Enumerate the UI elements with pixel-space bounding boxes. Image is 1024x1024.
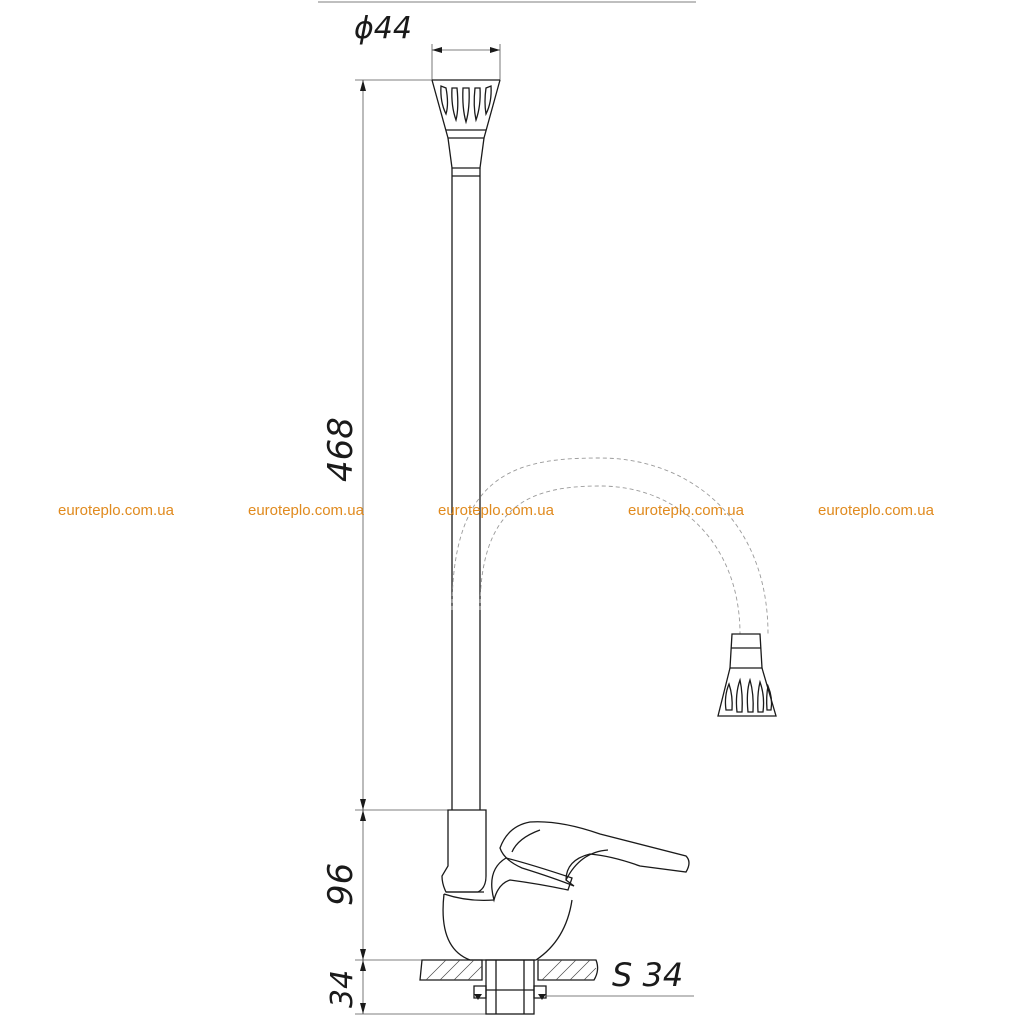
watermark-text: euroteplo.com.ua bbox=[628, 502, 744, 519]
watermark-text: euroteplo.com.ua bbox=[438, 502, 554, 519]
diameter-label: ϕ44 bbox=[354, 11, 412, 46]
diameter-dimension bbox=[354, 11, 500, 80]
spout-tube bbox=[452, 176, 480, 810]
nut-size-label: S 34 bbox=[612, 956, 684, 994]
watermark-row bbox=[58, 502, 935, 519]
height-upper-label: 468 bbox=[321, 417, 361, 482]
countertop-section bbox=[420, 960, 598, 980]
watermark-text: euroteplo.com.ua bbox=[818, 502, 934, 519]
aerator-top bbox=[432, 80, 500, 176]
height-dimension-chain bbox=[321, 80, 486, 1014]
handle-lever[interactable] bbox=[500, 822, 689, 886]
faucet-body bbox=[442, 810, 572, 960]
aerator-bent bbox=[718, 634, 776, 716]
nut-size-dimension bbox=[546, 956, 694, 996]
height-lower-label: 96 bbox=[321, 862, 361, 906]
base-label: 34 bbox=[325, 969, 360, 1008]
watermark-text: euroteplo.com.ua bbox=[58, 502, 174, 519]
watermark-text: euroteplo.com.ua bbox=[248, 502, 364, 519]
spout-bent-ghost bbox=[452, 458, 768, 634]
mounting-stud bbox=[474, 960, 546, 1014]
